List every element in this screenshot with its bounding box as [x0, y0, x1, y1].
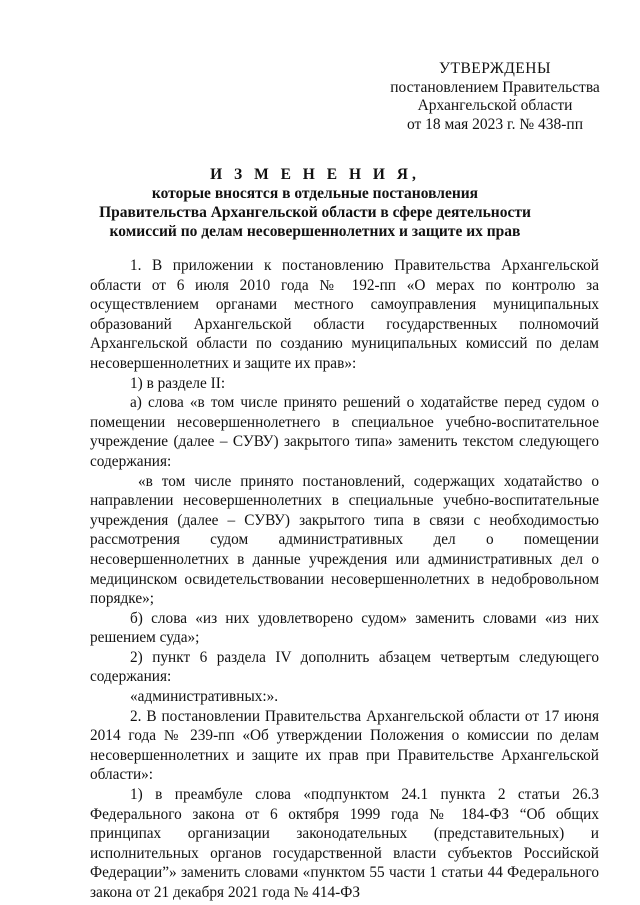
heading-line-3: комиссий по делам несовершеннолетних и защите их прав: [109, 223, 521, 240]
heading-title: И З М Е Н Е Н И Я,: [210, 166, 420, 183]
document-body: [90, 256, 599, 903]
paragraph-4: «в том числе принято постановлений, содержащих ходатайство о направлении несовершеннолетних в специальные учебно-воспитательные учреждения (далее – СУВУ) закрытого типа в связи с необходимостью рассмотрения судом административных дел о помещении несовершеннолетних в данные учреждения или административных дел о медицинском освидетельствовании несовершеннолетних в недобровольном порядке»;: [90, 472, 599, 608]
paragraph-8: 2. В постановлении Правительства Архангельской области от 17 июня 2014 года № 239-пп «Об утверждении Положения о комиссии по делам несовершеннолетних и защите их прав при Правительстве Архангельской области»:: [90, 707, 599, 784]
approval-title: УТВЕРЖДЕНЫ: [439, 60, 551, 77]
approval-line-3: от 18 мая 2023 г. № 438-пп: [406, 115, 584, 133]
approval-line-2: Архангельской области: [417, 97, 573, 114]
paragraph-7: «административных:».: [130, 688, 279, 706]
document-heading: [90, 165, 540, 241]
heading-line-1: которые вносятся в отдельные постановления: [151, 185, 479, 202]
paragraph-1: 1. В приложении к постановлению Правительства Архангельской области от 6 июля 2010 года № 192-пп «О мерах по контролю за осуществлением органами местного самоуправления муниципальных образований Архангельской области государственных полномочий Архангельской области по созданию муниципальных комиссий по делам несовершеннолетних и защите их прав»:: [90, 257, 599, 372]
paragraph-9: 1) в преамбуле слова «подпунктом 24.1 пункта 2 статьи 26.3 Федерального закона от 6 октября 1999 года № 184-ФЗ “Об общих принципах организации законодательных (представительных) и исполнительных органов государственной власти субъектов Российской Федерации”» заменить словами «пунктом 55 части 1 статьи 44 Федерального закона от 21 декабря 2021 года № 414-ФЗ: [90, 786, 599, 901]
paragraph-3: а) слова «в том числе принято решений о ходатайстве перед судом о помещении несовершеннолетнего в специальное учебно-воспитательное учреждение (далее – СУВУ) закрытого типа» заменить текстом следующего содержания:: [90, 394, 599, 470]
approval-stamp: [380, 60, 610, 134]
paragraph-6: 2) пункт 6 раздела IV дополнить абзацем четвертым следующего содержания:: [90, 648, 599, 686]
approval-line-1: постановлением Правительства: [390, 78, 600, 96]
paragraph-5: б) слова «из них удовлетворено судом» заменить словами «из них решением суда»;: [90, 609, 599, 647]
paragraph-2: 1) в разделе II:: [130, 374, 226, 392]
heading-line-2: Правительства Архангельской области в сфере деятельности: [99, 204, 531, 221]
